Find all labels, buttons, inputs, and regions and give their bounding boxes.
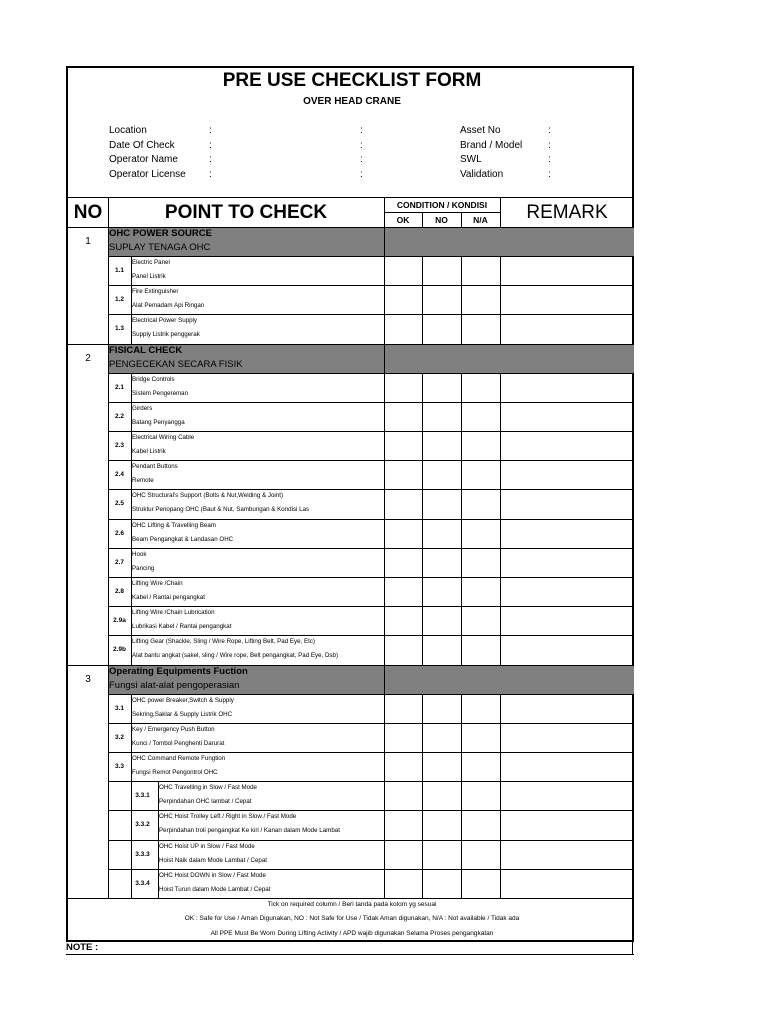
header-divider	[500, 197, 501, 227]
section-number: 2	[85, 352, 91, 364]
check-cell-na[interactable]	[461, 752, 500, 781]
check-cell-not-ok[interactable]	[422, 694, 461, 723]
check-cell-na[interactable]	[461, 402, 500, 431]
colon: :	[360, 168, 363, 180]
location-label: Location	[109, 125, 147, 136]
section-divider	[384, 227, 385, 256]
check-cell-na[interactable]	[461, 460, 500, 489]
colon: :	[360, 154, 363, 165]
item-label-en: Electric Panel	[132, 259, 170, 266]
check-cell-ok[interactable]	[384, 285, 422, 314]
check-cell-not-ok[interactable]	[422, 460, 461, 489]
item-number: 3.3	[114, 763, 125, 771]
item-number: 2.1	[114, 383, 125, 391]
item-label-id: Hoist Turun dalam Mode Lambat / Cepat	[159, 885, 271, 893]
check-cell-remark[interactable]	[500, 548, 634, 577]
item-number: 1.3	[114, 325, 125, 333]
check-cell-na[interactable]	[461, 256, 500, 285]
check-cell-remark[interactable]	[500, 635, 634, 664]
item-label-en: OHC Hoist DOWN in Slow / Fast Mode	[159, 871, 266, 879]
check-cell-not-ok[interactable]	[422, 781, 461, 810]
check-cell-remark[interactable]	[500, 869, 634, 898]
item-number: 3.3.2	[135, 821, 150, 829]
section-divider	[108, 344, 109, 373]
colon: :	[548, 154, 551, 165]
check-cell-na[interactable]	[461, 869, 500, 898]
info-right-colons	[548, 124, 551, 182]
note-label: NOTE :	[66, 942, 99, 953]
check-cell-ok[interactable]	[384, 635, 422, 664]
check-cell-remark[interactable]	[500, 752, 634, 781]
item-number: 3.2	[114, 733, 125, 741]
item-label-en: Electrical Wiring Cable	[132, 434, 195, 441]
column-line	[500, 373, 501, 665]
check-cell-ok[interactable]	[384, 314, 422, 343]
check-cell-na[interactable]	[461, 781, 500, 810]
form-title: PRE USE CHECKLIST FORM	[222, 70, 482, 91]
check-cell-remark[interactable]	[500, 606, 634, 635]
header-point-to-check: POINT TO CHECK	[164, 201, 328, 223]
item-label-id: Supply Listrik penggerak	[132, 331, 200, 339]
check-cell-ok[interactable]	[384, 694, 422, 723]
check-cell-ok[interactable]	[384, 489, 422, 518]
check-cell-ok[interactable]	[384, 840, 422, 869]
header-condition: CONDITION / KONDISI	[396, 200, 488, 210]
item-number: 3.3.1	[135, 792, 150, 800]
sub-item-divider	[158, 810, 159, 839]
check-cell-ok[interactable]	[384, 752, 422, 781]
item-label-en: Electrical Power Supply	[132, 317, 197, 325]
sub-item-divider	[158, 840, 159, 869]
check-cell-remark[interactable]	[500, 781, 634, 810]
item-label-en: Girders	[132, 404, 153, 412]
info-left-colons	[209, 124, 212, 182]
item-label-id: Panel Listrik	[132, 273, 166, 280]
check-cell-ok[interactable]	[384, 431, 422, 460]
check-cell-remark[interactable]	[500, 460, 634, 489]
check-cell-na[interactable]	[461, 810, 500, 839]
operator-license-label: Operator License	[109, 168, 186, 180]
item-number: 2.5	[114, 500, 125, 508]
check-cell-not-ok[interactable]	[422, 810, 461, 839]
check-cell-not-ok[interactable]	[422, 635, 461, 664]
check-cell-not-ok[interactable]	[422, 285, 461, 314]
header-ok: OK	[396, 214, 410, 225]
footer-instruction: Tick on required column / Beri tanda pada kolom yg sesuai	[267, 901, 437, 908]
item-label-id: Hoist Naik dalam Mode Lambat / Cepat	[159, 856, 267, 864]
info-right-labels	[460, 124, 522, 182]
item-label-id: Alat Pemadam Api Ringan	[132, 302, 205, 310]
item-label-en: Lifting Wire /Chain	[132, 580, 183, 587]
check-cell-remark[interactable]	[500, 431, 634, 460]
check-cell-remark[interactable]	[500, 810, 634, 839]
column-line	[422, 373, 423, 665]
swl-label: SWL	[460, 154, 482, 165]
check-cell-remark[interactable]	[500, 489, 634, 518]
item-number: 2.3	[114, 442, 125, 450]
item-number: 3.3.4	[135, 879, 150, 887]
check-cell-not-ok[interactable]	[422, 752, 461, 781]
info-left-labels	[109, 124, 186, 182]
item-label-id: Alat bantu angkat (sakel, sling / Wire rope, Belt pengangkat, Pad Eye, Dsb)	[132, 652, 339, 660]
operator-name-label: Operator Name	[109, 154, 178, 165]
item-label-en: OHC Command Remote Fungtion	[132, 755, 226, 762]
item-label-en: OHC power Breaker,Switch & Supply	[132, 696, 234, 704]
check-cell-na[interactable]	[461, 694, 500, 723]
item-label-en: Hook	[132, 550, 147, 558]
item-number: 2.7	[114, 558, 125, 566]
column-line	[384, 373, 385, 665]
item-number: 2.9b	[112, 646, 126, 654]
check-cell-not-ok[interactable]	[422, 373, 461, 402]
section-title: OHC POWER SOURCE	[109, 228, 212, 239]
sub-item-divider	[158, 781, 159, 810]
item-label-en: OHC Lifting & Travelling Beam	[132, 521, 216, 529]
section-number: 3	[85, 673, 91, 685]
section-divider	[108, 227, 109, 256]
column-line	[108, 373, 109, 665]
row-line	[68, 344, 634, 345]
info-mid-colons	[360, 124, 363, 182]
row-line	[68, 227, 634, 228]
header-divider	[461, 212, 462, 227]
section-title: Operating Equipments Fuction	[109, 665, 248, 677]
check-cell-na[interactable]	[461, 606, 500, 635]
footer-ppe-note: All PPE Must Be Worn During Lifting Activity / APD wajib digunakan Selama Proses pengangkatan	[210, 930, 494, 937]
check-cell-remark[interactable]	[500, 519, 634, 548]
form-subtitle: OVER HEAD CRANE	[303, 96, 401, 107]
check-cell-ok[interactable]	[384, 256, 422, 285]
check-cell-ok[interactable]	[384, 460, 422, 489]
check-cell-not-ok[interactable]	[422, 431, 461, 460]
check-cell-not-ok[interactable]	[422, 314, 461, 343]
checklist-form	[66, 66, 634, 942]
validation-label: Validation	[460, 168, 504, 180]
check-cell-na[interactable]	[461, 635, 500, 664]
note-right-edge	[632, 940, 633, 954]
check-cell-not-ok[interactable]	[422, 840, 461, 869]
colon: :	[209, 168, 212, 180]
header-na: N/A	[473, 214, 488, 225]
column-line	[384, 694, 385, 898]
item-label-en: Fire Extinguisher	[132, 288, 179, 296]
check-cell-remark[interactable]	[500, 256, 634, 285]
item-number: 3.3.3	[135, 850, 150, 858]
column-line	[131, 373, 132, 665]
item-number: 2.4	[114, 471, 125, 479]
check-cell-na[interactable]	[461, 285, 500, 314]
item-number: 3.1	[114, 704, 125, 712]
sub-item-divider	[158, 869, 159, 898]
item-label-id: Remote	[132, 477, 154, 485]
table-bottom-line	[68, 898, 634, 899]
check-cell-ok[interactable]	[384, 723, 422, 752]
column-line	[422, 256, 423, 344]
check-cell-ok[interactable]	[384, 373, 422, 402]
section-subtitle: PENGECEKAN SECARA FISIK	[109, 358, 243, 370]
item-label-id: Batang Penyangga	[132, 418, 185, 426]
check-cell-ok[interactable]	[384, 606, 422, 635]
item-label-id: Beam Pengangkat & Landasan OHC	[132, 535, 234, 543]
check-cell-not-ok[interactable]	[422, 869, 461, 898]
date-of-check-label: Date Of Check	[109, 139, 175, 151]
item-label-id: Perpindahan troli pengangkat Ke kiri / Kanan dalam Mode Lambat	[159, 827, 340, 835]
check-cell-not-ok[interactable]	[422, 606, 461, 635]
note-line	[66, 954, 634, 955]
check-cell-ok[interactable]	[384, 577, 422, 606]
check-cell-ok[interactable]	[384, 869, 422, 898]
section-divider	[384, 344, 385, 373]
colon: :	[360, 125, 363, 136]
item-label-en: Lifting Wire /Chain Lubrication	[132, 609, 215, 617]
header-divider	[108, 197, 109, 227]
colon: :	[548, 125, 551, 136]
check-cell-not-ok[interactable]	[422, 548, 461, 577]
check-cell-ok[interactable]	[384, 519, 422, 548]
header-divider	[422, 212, 423, 227]
section-subtitle: SUPLAY TENAGA OHC	[109, 242, 211, 253]
column-line	[461, 373, 462, 665]
check-cell-not-ok[interactable]	[422, 256, 461, 285]
column-line	[500, 256, 501, 344]
item-number: 1.1	[114, 267, 125, 275]
item-label-en: OHC Travelling in Slow / Fast Mode	[159, 784, 258, 792]
column-line	[461, 256, 462, 344]
check-cell-na[interactable]	[461, 431, 500, 460]
check-cell-remark[interactable]	[500, 402, 634, 431]
item-label-en: Bridge Controls	[132, 375, 175, 383]
item-label-en: OHC Hoist UP in Slow / Fast Mode	[159, 842, 255, 850]
item-label-en: Key / Emergency Push Button	[132, 725, 215, 733]
column-line	[422, 694, 423, 898]
asset-no-label: Asset No	[460, 125, 501, 136]
colon: :	[209, 154, 212, 165]
item-label-id: Kunci / Tombol Penghenti Darurat	[132, 739, 225, 747]
column-line	[131, 256, 132, 344]
check-cell-na[interactable]	[461, 489, 500, 518]
colon: :	[209, 125, 212, 136]
section-title: FISICAL CHECK	[109, 344, 183, 356]
check-cell-ok[interactable]	[384, 548, 422, 577]
check-cell-na[interactable]	[461, 373, 500, 402]
check-cell-not-ok[interactable]	[422, 489, 461, 518]
brand-model-label: Brand / Model	[460, 139, 523, 151]
check-cell-na[interactable]	[461, 723, 500, 752]
section-divider	[384, 665, 385, 694]
check-cell-na[interactable]	[461, 840, 500, 869]
check-cell-na[interactable]	[461, 548, 500, 577]
item-number: 2.8	[114, 588, 125, 596]
header-divider	[384, 197, 385, 227]
item-number: 2.6	[114, 529, 125, 537]
colon: :	[548, 168, 551, 180]
item-label-id: Pancing	[132, 564, 155, 572]
header-remark: REMARK	[526, 201, 608, 223]
check-cell-remark[interactable]	[500, 285, 634, 314]
column-line	[108, 694, 109, 898]
item-label-en: Pendant Buttons	[132, 463, 178, 471]
check-cell-not-ok[interactable]	[422, 577, 461, 606]
section-divider	[108, 665, 109, 694]
item-label-id: Fungsi Remot Pengontrol OHC	[132, 769, 218, 776]
item-label-id: Kabel / Rantai pengangkat	[132, 594, 205, 601]
check-cell-remark[interactable]	[500, 314, 634, 343]
item-label-en: OHC Structural's Support (Bolts & Nut,Welding & Joint)	[132, 492, 283, 500]
colon: :	[360, 139, 363, 151]
check-cell-remark[interactable]	[500, 723, 634, 752]
item-number: 2.2	[114, 412, 125, 420]
check-cell-remark[interactable]	[500, 840, 634, 869]
check-cell-remark[interactable]	[500, 577, 634, 606]
column-line	[108, 256, 109, 344]
colon: :	[548, 139, 551, 151]
check-cell-remark[interactable]	[500, 694, 634, 723]
check-cell-na[interactable]	[461, 519, 500, 548]
check-cell-not-ok[interactable]	[422, 519, 461, 548]
header-not-ok: NO	[435, 214, 448, 225]
section-subtitle: Fungsi alat-alat pengoperasian	[109, 679, 240, 691]
item-label-id: Struktur Penopang OHC (Baut & Nut, Sambungan & Kondisi Las	[132, 506, 310, 514]
item-number: 2.9a	[113, 617, 126, 625]
header-cond-divider	[384, 212, 500, 213]
item-label-en: OHC Hoist Trolley Left / Right in Slow / Fast Mode	[159, 813, 297, 821]
column-line	[500, 694, 501, 898]
item-label-id: Perpindahan OHC lambat / Cepat	[159, 798, 252, 806]
item-label-id: Kabel Listrik	[132, 448, 166, 455]
check-cell-not-ok[interactable]	[422, 402, 461, 431]
check-cell-ok[interactable]	[384, 402, 422, 431]
item-label-id: Lubrikasi Kabel / Rantai pengangkat	[132, 623, 232, 631]
row-line	[68, 665, 634, 666]
check-cell-ok[interactable]	[384, 810, 422, 839]
check-cell-ok[interactable]	[384, 781, 422, 810]
check-cell-na[interactable]	[461, 577, 500, 606]
footer-legend: OK : Safe for Use / Aman Digunakan, NO : Not Safe for Use / Tidak Aman digunakan, N/A : Not available / Tidak ada	[184, 915, 520, 922]
header-no: NO	[73, 201, 103, 223]
check-cell-not-ok[interactable]	[422, 723, 461, 752]
item-label-en: Lifting Gear (Shackle, Sling / Wire Rope, Lifting Belt, Pad Eye, Etc)	[132, 638, 315, 646]
check-cell-na[interactable]	[461, 314, 500, 343]
check-cell-remark[interactable]	[500, 373, 634, 402]
item-label-id: Sistem Pengereman	[132, 389, 189, 397]
column-line	[384, 256, 385, 344]
item-number: 1.2	[114, 296, 125, 304]
column-line	[131, 694, 132, 898]
section-number: 1	[85, 236, 91, 247]
item-label-id: Sekring,Saklar & Supply Listrik OHC	[132, 710, 233, 718]
colon: :	[209, 139, 212, 151]
column-line	[461, 694, 462, 898]
